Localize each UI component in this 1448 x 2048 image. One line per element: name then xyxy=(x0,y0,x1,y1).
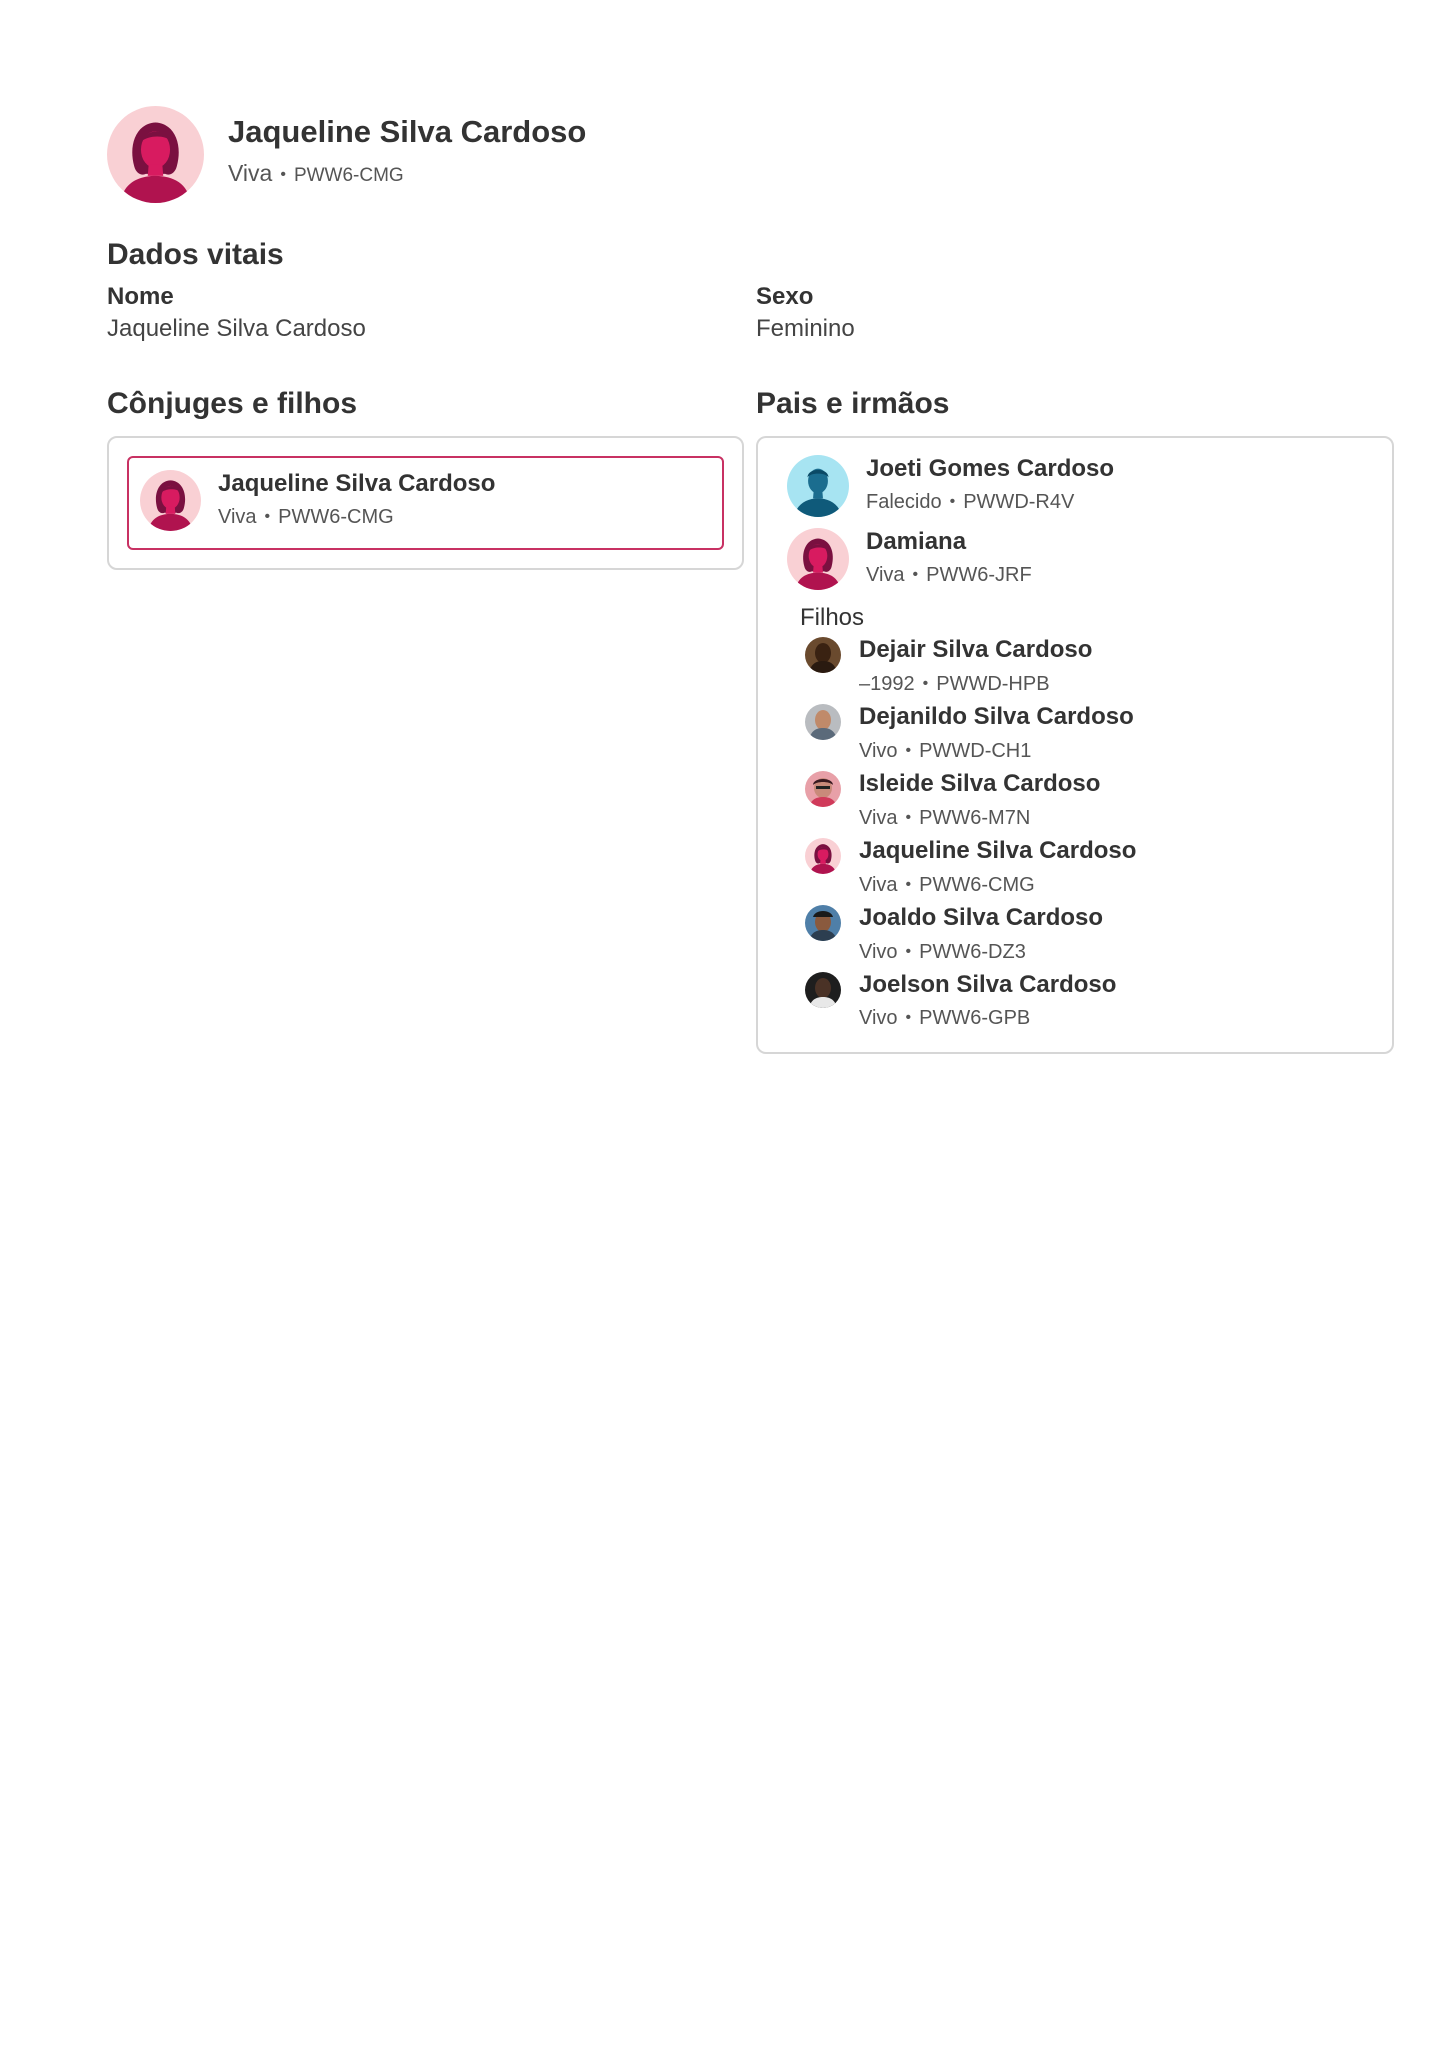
spouse-id: PWW6-CMG xyxy=(278,506,394,528)
female-avatar-icon xyxy=(787,528,849,590)
separator: • xyxy=(905,943,912,960)
separator: • xyxy=(922,675,929,692)
child-id: PWW6-M7N xyxy=(919,807,1031,829)
separator: • xyxy=(905,742,912,759)
child-name[interactable]: Joelson Silva Cardoso xyxy=(859,971,1117,998)
child-id: PWW6-CMG xyxy=(919,874,1035,896)
child-status: Vivo xyxy=(859,740,898,762)
child-name[interactable]: Jaqueline Silva Cardoso xyxy=(859,837,1137,864)
child-name[interactable]: Joaldo Silva Cardoso xyxy=(859,904,1104,931)
child-name[interactable]: Dejair Silva Cardoso xyxy=(859,636,1093,663)
separator: • xyxy=(905,876,912,893)
spouse-meta xyxy=(218,506,394,529)
sex-label: Sexo xyxy=(756,283,814,310)
child-status: Vivo xyxy=(859,1007,898,1029)
child-meta xyxy=(859,740,1031,763)
separator: • xyxy=(949,493,956,510)
separator: • xyxy=(905,1009,912,1026)
male-avatar-icon xyxy=(787,455,849,517)
child-status: Vivo xyxy=(859,941,898,963)
sex-value: Feminino xyxy=(756,315,855,342)
father-id: PWWD-R4V xyxy=(963,491,1075,513)
child-meta xyxy=(859,1007,1030,1030)
spouses-title: Cônjuges e filhos xyxy=(107,387,358,420)
mother-meta xyxy=(866,564,1032,587)
profile-avatar xyxy=(107,106,204,203)
separator: • xyxy=(280,166,286,183)
separator: • xyxy=(264,508,271,525)
separator: • xyxy=(905,809,912,826)
spouse-name[interactable]: Jaqueline Silva Cardoso xyxy=(218,470,496,497)
photo-avatar-icon xyxy=(805,637,841,673)
child-status: Viva xyxy=(859,874,898,896)
parents-card xyxy=(756,436,1394,1054)
vitals-title: Dados vitais xyxy=(107,238,284,271)
child-id: PWWD-HPB xyxy=(936,673,1050,695)
father-meta xyxy=(866,491,1074,514)
child-meta xyxy=(859,941,1026,964)
spouse-avatar xyxy=(140,470,201,531)
profile-id: PWW6-CMG xyxy=(293,165,404,186)
child-id: PWW6-DZ3 xyxy=(919,941,1026,963)
mother-status: Viva xyxy=(866,564,905,586)
father-name[interactable]: Joeti Gomes Cardoso xyxy=(866,455,1115,482)
photo-avatar-icon xyxy=(805,704,841,740)
child-status: –1992 xyxy=(859,673,915,695)
female-avatar-icon xyxy=(107,106,204,203)
child-meta xyxy=(859,874,1035,897)
profile-status: Viva xyxy=(228,160,273,186)
female-avatar-icon xyxy=(805,838,841,874)
name-label: Nome xyxy=(107,283,174,310)
child-name[interactable]: Dejanildo Silva Cardoso xyxy=(859,703,1134,730)
mother-avatar xyxy=(787,528,849,590)
separator: • xyxy=(912,566,919,583)
profile-name: Jaqueline Silva Cardoso xyxy=(228,114,587,149)
child-avatar xyxy=(805,637,841,673)
child-avatar xyxy=(805,704,841,740)
child-name[interactable]: Isleide Silva Cardoso xyxy=(859,770,1101,797)
children-label: Filhos xyxy=(800,604,865,631)
child-meta xyxy=(859,807,1030,830)
mother-name[interactable]: Damiana xyxy=(866,528,967,555)
mother-id: PWW6-JRF xyxy=(926,564,1032,586)
photo-avatar-icon xyxy=(805,771,841,807)
child-avatar xyxy=(805,771,841,807)
child-status: Viva xyxy=(859,807,898,829)
photo-avatar-icon xyxy=(805,905,841,941)
child-id: PWW6-GPB xyxy=(919,1007,1031,1029)
child-id: PWWD-CH1 xyxy=(919,740,1032,762)
name-value: Jaqueline Silva Cardoso xyxy=(107,315,366,342)
child-avatar xyxy=(805,972,841,1008)
spouse-status: Viva xyxy=(218,506,257,528)
child-avatar xyxy=(805,905,841,941)
photo-avatar-icon xyxy=(805,972,841,1008)
child-avatar xyxy=(805,838,841,874)
father-avatar xyxy=(787,455,849,517)
parents-title: Pais e irmãos xyxy=(756,387,950,420)
female-avatar-icon xyxy=(140,470,201,531)
profile-meta xyxy=(228,160,404,187)
father-status: Falecido xyxy=(866,491,942,513)
child-meta xyxy=(859,673,1050,696)
